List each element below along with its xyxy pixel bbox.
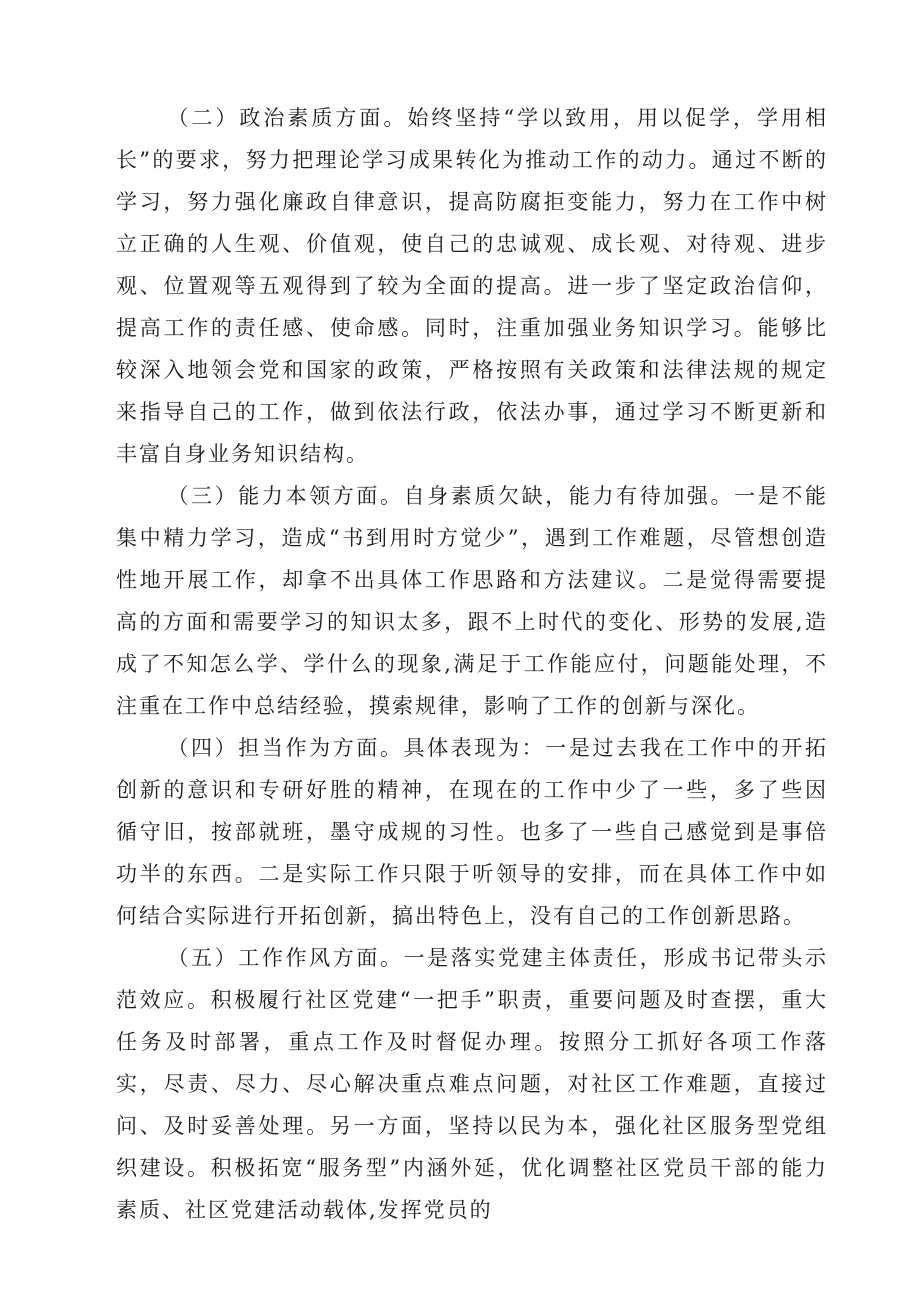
paragraph-political-quality: （二）政治素质方面。始终坚持“学以致用，用以促学，学用相长”的要求，努力把理论学习成果转化为推动工作的动力。通过不断的学习，努力强化廉政自律意识，提高防腐拒变能力，努力在工作中树立正确的人生观、价值观，使自己的忠诚观、成长观、对待观、进步观、位置观等五观得到了较为全面的提高。进一步了坚定政治信仰，提高工作的责任感、使命感。同时，注重加强业务知识学习。能够比较深入地领会党和国家的政策，严格按照有关政策和法律法规的规定来指导自己的工作，做到依法行政，依法办事，通过学习不断更新和丰富自身业务知识结构。 [116, 106, 828, 466]
document-body [116, 97, 828, 1231]
paragraph-responsibility: （四）担当作为方面。具体表现为：一是过去我在工作中的开拓创新的意识和专研好胜的精神，在现在的工作中少了一些，多了些因循守旧，按部就班，墨守成规的习性。也多了一些自己感觉到是事倍功半的东西。二是实际工作只限于听领导的安排，而在具体工作中如何结合实际进行开拓创新，搞出特色上，没有自己的工作创新思路。 [116, 736, 828, 928]
paragraph-ability: （三）能力本领方面。自身素质欠缺，能力有待加强。一是不能集中精力学习，造成“书到用时方觉少”，遇到工作难题，尽管想创造性地开展工作，却拿不出具体工作思路和方法建议。二是觉得需要提高的方面和需要学习的知识太多，跟不上时代的变化、形势的发展,造成了不知怎么学、学什么的现象,满足于工作能应付，问题能处理，不注重在工作中总结经验，摸索规律，影响了工作的创新与深化。 [116, 484, 828, 718]
paragraph-work-style: （五）工作作风方面。一是落实党建主体责任，形成书记带头示范效应。积极履行社区党建“一把手”职责，重要问题及时查摆，重大任务及时部署，重点工作及时督促办理。按照分工抓好各项工作落实，尽责、尽力、尽心解决重点难点问题，对社区工作难题，直接过问、及时妥善处理。另一方面，坚持以民为本，强化社区服务型党组织建设。积极拓宽“服务型”内涵外延，优化调整社区党员干部的能力素质、社区党建活动载体,发挥党员的 [116, 946, 828, 1222]
